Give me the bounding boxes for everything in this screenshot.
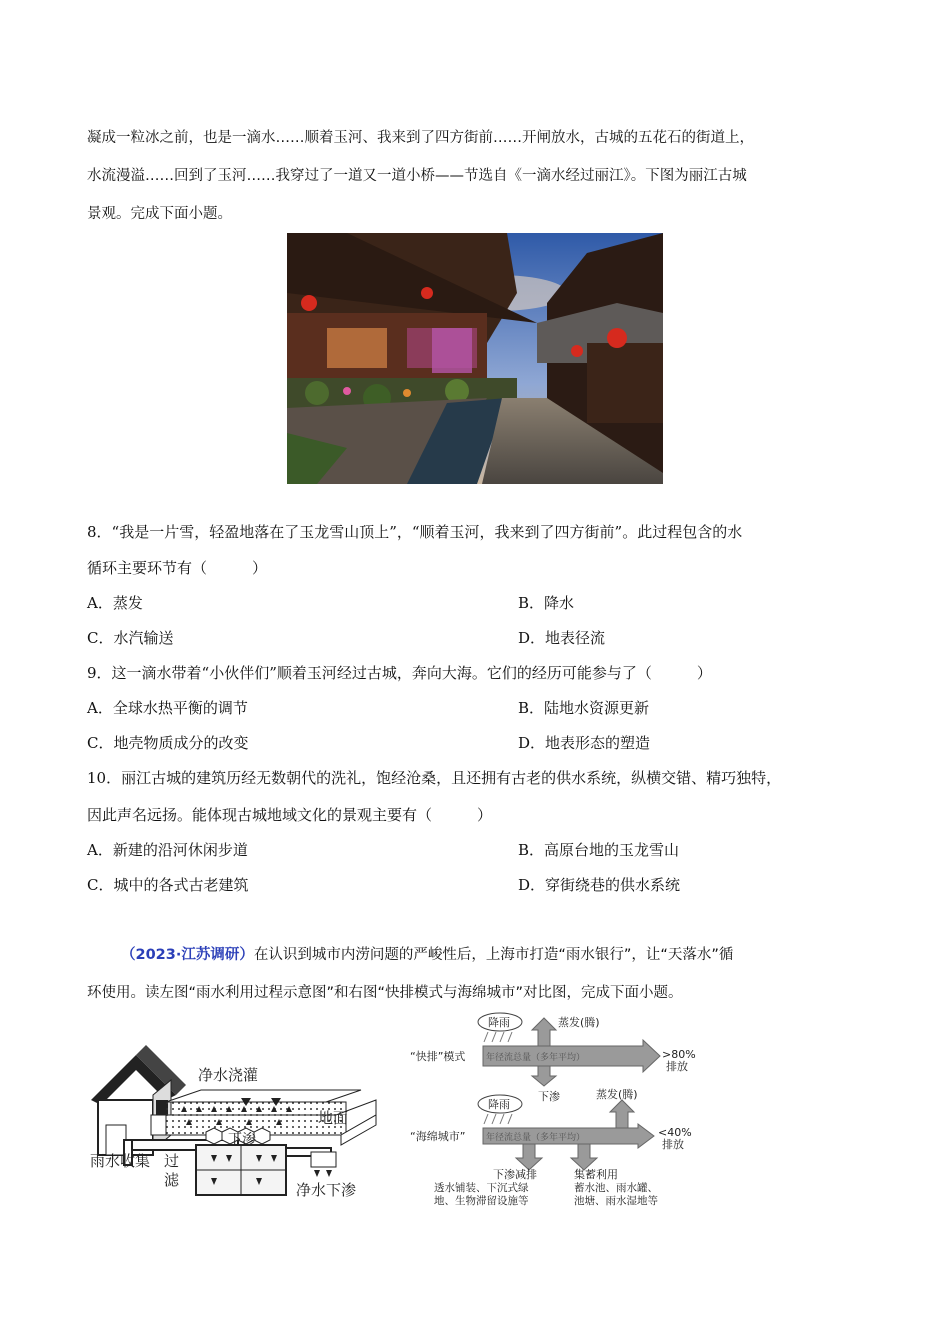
sponge-evap-label: 蒸发(腾) [596,1088,638,1101]
label-ground: 地面 [318,1109,349,1127]
fast-drainage-panel [410,1013,696,1103]
label-irrigation: 净水浇灌 [198,1066,259,1084]
fast-seep-label: 下渗 [538,1090,560,1103]
fast-arrow-label: 年径流总量（多年平均） [486,1053,586,1063]
question-8-stem-1: 8．“我是一片雪，轻盈地落在了玉龙雪山顶上”，“顺着玉河，我来到了四方街前”。此过程包含的水 [87,523,743,541]
label-clean-seep: 净水下渗 [296,1181,357,1199]
question-8-option-b[interactable]: B．降水 [518,594,575,612]
sponge-discharge-label: 排放 [662,1138,684,1151]
use-line-1: 蓄水池、雨水罐、 [574,1182,658,1194]
question-10-stem-1: 10．丽江古城的建筑历经无数朝代的洗礼，饱经沧桑，且还拥有古老的供水系统，纵横交错、精巧独特， [87,769,782,787]
fast-evap-label: 蒸发(腾) [558,1016,600,1029]
question-9-option-a[interactable]: A．全球水热平衡的调节 [87,699,248,717]
sponge-arrow-label: 年径流总量（多年平均） [486,1133,586,1143]
fast-discharge-label: 排放 [666,1060,688,1073]
question-10-option-a[interactable]: A．新建的沿河休闲步道 [87,841,248,859]
sponge-rain-label: 降雨 [488,1098,510,1111]
reduce-line-2: 地、生物滞留设施等 [434,1195,529,1207]
reduce-title: 下渗减排 [493,1168,537,1181]
section2-line-2: 环使用。读左图“雨水利用过程示意图”和右图“快排模式与海绵城市”对比图，完成下面小题。 [87,985,683,1001]
sponge-city-panel [410,1087,692,1207]
passage-line-2: 水流漫溢……回到了玉河……我穿过了一道又一道小桥——节选自《一滴水经过丽江》。下图为丽江古城 [87,168,747,184]
label-filter-2: 滤 [164,1171,180,1189]
source-tag: （2023·江苏调研） [121,947,254,963]
use-line-2: 池塘、雨水湿地等 [574,1195,658,1207]
question-10-option-c[interactable]: C．城中的各式古老建筑 [87,876,249,894]
sponge-pct-label: <40% [658,1126,692,1139]
lijiang-old-town-photo [287,233,663,484]
section2-line-1-text: 在认识到城市内涝问题的严峻性后，上海市打造“雨水银行”，让“天落水”循 [253,947,734,963]
rainwater-utilization-diagram [86,1040,386,1210]
fast-rain-label: 降雨 [488,1016,510,1029]
question-9-option-b[interactable]: B．陆地水资源更新 [518,699,650,717]
question-10-option-b[interactable]: B．高原台地的玉龙雪山 [518,841,680,859]
fast-mode-label: “快排”模式 [410,1050,466,1063]
fast-pct-label: >80% [662,1048,696,1061]
question-9-option-c[interactable]: C．地壳物质成分的改变 [87,734,249,752]
question-8-option-c[interactable]: C．水汽输送 [87,629,174,647]
passage-line-1: 凝成一粒冰之前，也是一滴水……顺着玉河、我来到了四方街前……开闸放水，古城的五花石的街道上， [87,130,754,146]
question-9-option-d[interactable]: D．地表形态的塑造 [518,734,651,752]
reduce-line-1: 透水铺装、下沉式绿 [434,1182,529,1194]
label-seep: 下渗 [228,1132,256,1148]
sponge-mode-label: “海绵城市” [410,1130,466,1143]
question-8-option-d[interactable]: D．地表径流 [518,629,606,647]
question-10-stem-2: 因此声名远扬。能体现古城地域文化的景观主要有（ ） [87,806,493,824]
label-rain-collect: 雨水收集 [90,1152,151,1170]
question-9-stem-1: 9．这一滴水带着“小伙伴们”顺着玉河经过古城，奔向大海。它们的经历可能参与了（ ） [87,664,712,682]
use-title: 集蓄利用 [574,1168,618,1181]
question-8-stem-2: 循环主要环节有（ ） [87,559,268,577]
passage-line-3: 景观。完成下面小题。 [87,206,232,222]
label-filter-1: 过 [164,1152,180,1170]
sponge-city-comparison-diagram [408,1010,708,1210]
question-10-option-d[interactable]: D．穿街绕巷的供水系统 [518,876,681,894]
section2-line-1 [121,945,733,965]
question-8-option-a[interactable]: A．蒸发 [87,594,143,612]
